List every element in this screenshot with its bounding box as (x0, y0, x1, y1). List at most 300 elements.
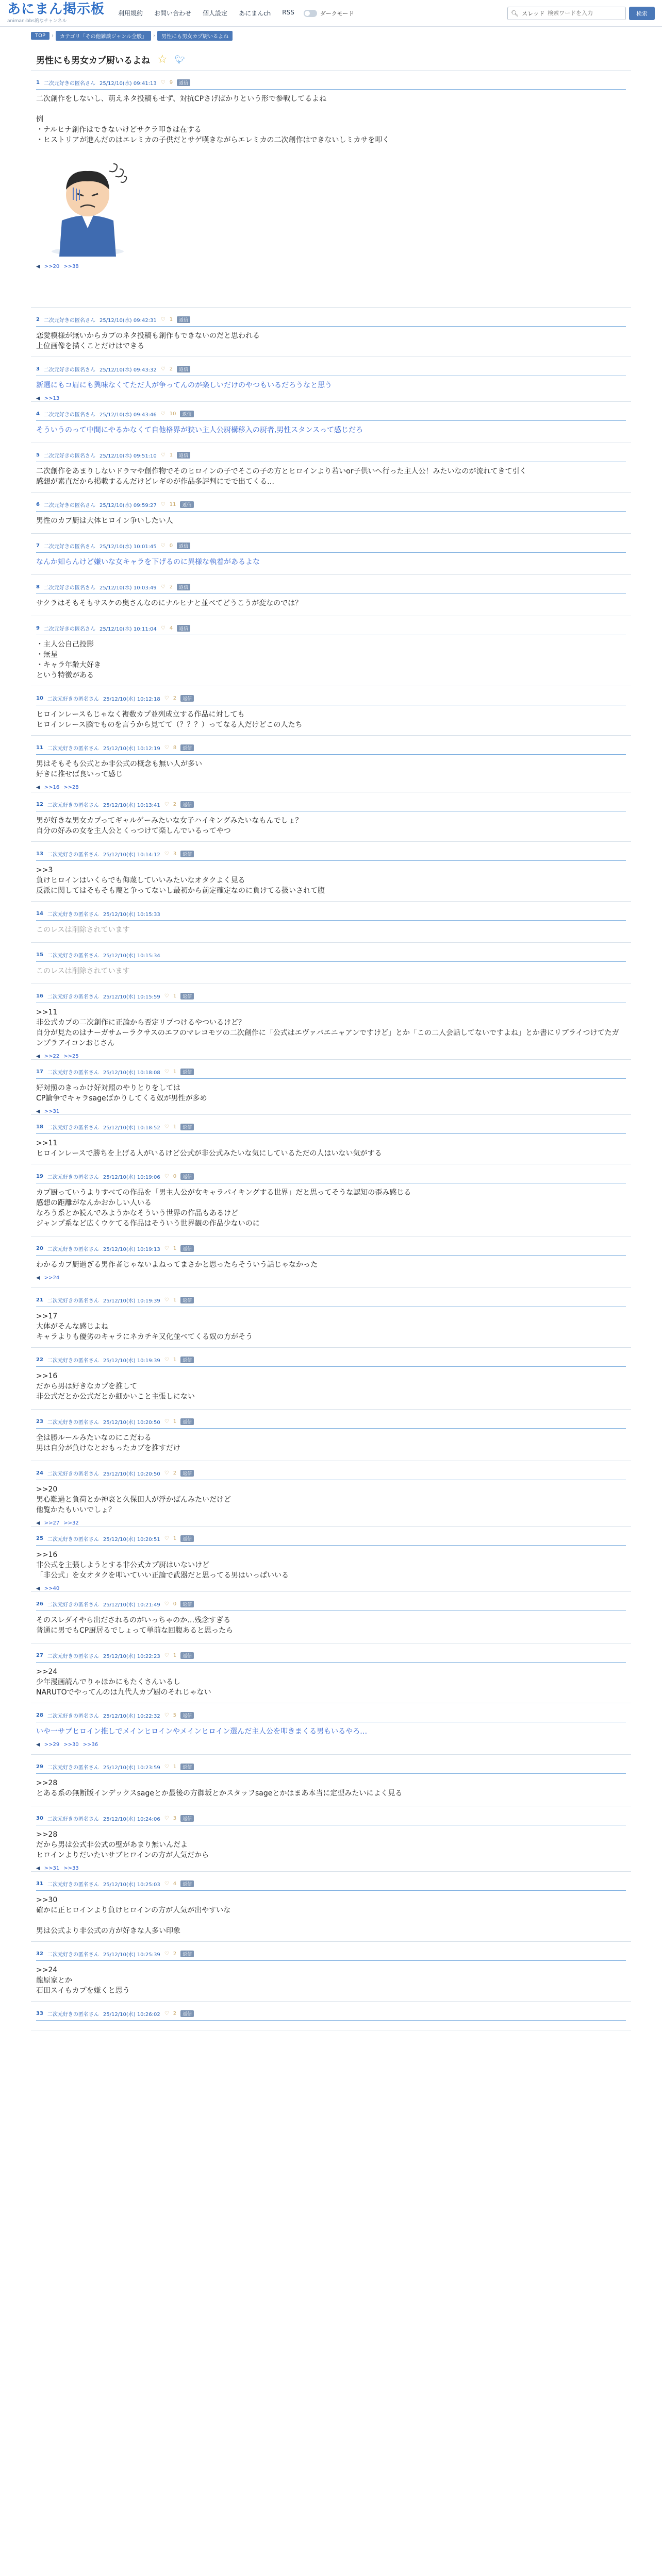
like-icon[interactable]: ♡ (164, 1297, 169, 1303)
reply-link[interactable]: >>32 (63, 1520, 79, 1526)
post-body: そのスレダイやら出だされるのがいっちゃのか…残念すぎる 普通に男でもCP厨居るでしょって単前な回腹あると思ったら (36, 1616, 234, 1635)
like-icon[interactable]: ♡ (164, 1536, 169, 1541)
post-date: 25/12/10(水) 10:19:13 (103, 1247, 160, 1252)
reply-link[interactable]: >>13 (44, 396, 60, 401)
post-number[interactable]: 19 (36, 1174, 43, 1179)
post-body: ヒロインレースもじゃなく複数カプ並列成立する作品に対しても ヒロインレース脳でものを言うから見てて（？？？）ってなる人だけどこの人たち (36, 710, 303, 729)
reply-arrow-icon: ◀ (36, 1742, 40, 1748)
search-icon: 🔍︎ (511, 9, 519, 17)
post (31, 357, 631, 402)
reply-link[interactable]: >>22 (44, 1054, 60, 1059)
reply-button[interactable]: 返信 (180, 1535, 194, 1542)
post-author: 二次元好きの匿名さん (47, 746, 99, 752)
like-icon[interactable]: ♡ (160, 366, 166, 372)
post-author: 二次元好きの匿名さん (47, 1420, 99, 1426)
reply-button[interactable]: 返信 (180, 744, 194, 751)
reply-button[interactable]: 返信 (180, 2010, 194, 2017)
reply-button[interactable]: 返信 (180, 1951, 194, 1957)
like-icon[interactable]: ♡ (164, 745, 169, 751)
reply-button[interactable]: 返信 (177, 366, 190, 372)
like-count: 2 (173, 1470, 177, 1476)
reply-link[interactable]: >>16 (44, 785, 60, 790)
post-author: 二次元好きの匿名さん (47, 1654, 99, 1659)
like-icon[interactable]: ♡ (164, 802, 169, 807)
post-header (36, 1173, 626, 1183)
post (31, 1410, 631, 1461)
reply-button[interactable]: 返信 (180, 801, 194, 808)
reply-button[interactable]: 返信 (180, 1470, 194, 1477)
post-number[interactable]: 33 (36, 2011, 43, 2016)
post-header (36, 850, 626, 861)
post-author: 二次元好きの匿名さん (47, 1298, 99, 1304)
reply-button[interactable]: 返信 (180, 411, 193, 417)
post-author: 二次元好きの匿名さん (47, 1537, 99, 1543)
like-icon[interactable]: ♡ (160, 625, 166, 631)
post-date: 25/12/10(水) 10:23:59 (103, 1765, 160, 1771)
post-date: 25/12/10(水) 10:20:51 (103, 1537, 160, 1543)
post-author: 二次元好きの匿名さん (47, 1175, 99, 1180)
like-count: 0 (173, 1601, 177, 1607)
reply-button[interactable]: 返信 (177, 79, 190, 86)
post-body: 恋愛模様が無いからカプのネタ投稿も創作もできないのだと思われる 上位画像を描くことだけはできる (36, 332, 260, 350)
reply-link[interactable]: >>20 (44, 264, 60, 269)
reply-links (36, 1586, 626, 1591)
post (31, 1164, 631, 1236)
post-body: >>24 少年漫画読んでりゃほかにもたくさんいるし NARUTOでやってんのは九代人カプ厨のそれじゃない (36, 1668, 211, 1697)
main-nav (118, 9, 294, 18)
reply-links (36, 785, 626, 790)
reply-button[interactable]: 返信 (180, 1764, 194, 1770)
reply-link[interactable]: >>27 (44, 1520, 60, 1526)
reply-button[interactable]: 返信 (177, 543, 190, 549)
reply-button[interactable]: 返信 (180, 1357, 194, 1363)
post-number[interactable]: 25 (36, 1536, 43, 1541)
toggle-knob (305, 11, 310, 16)
reply-arrow-icon: ◀ (36, 785, 40, 790)
post-number[interactable]: 20 (36, 1246, 43, 1251)
post-number[interactable]: 18 (36, 1124, 43, 1130)
like-count: 1 (169, 317, 173, 323)
site-logo[interactable] (7, 3, 105, 24)
post-date: 25/12/10(水) 09:41:13 (99, 81, 157, 87)
like-count: 1 (169, 452, 173, 458)
post-body: 二次創作をしないし、萌えネタ投稿もせず、対抗CPさげばかりという形で参戦してるよね 例 ・ナルヒナ創作はできないけどサクラ叩きは在する ・ヒストリアが進んだのはエレミカの子供だとサゲ嘆きながらエレミカの二次創作はできないしミカサを叩く (36, 95, 390, 144)
reply-button[interactable]: 返信 (177, 625, 190, 632)
post-author: 二次元好きの匿名さん (43, 412, 95, 418)
reply-button[interactable]: 返信 (180, 1418, 194, 1425)
post-number[interactable]: 24 (36, 1470, 43, 1476)
reply-link[interactable]: >>31 (44, 1109, 60, 1114)
reply-button[interactable]: 返信 (177, 452, 190, 459)
post-header (36, 1296, 626, 1307)
post-header (36, 1711, 626, 1722)
nav-animanch[interactable]: あにまんch (239, 10, 271, 17)
post-number[interactable]: 8 (36, 584, 40, 590)
post-header (36, 583, 626, 594)
like-icon[interactable]: ♡ (160, 543, 166, 549)
like-icon[interactable]: ♡ (164, 1246, 169, 1251)
reply-button[interactable]: 返信 (180, 993, 194, 999)
post-header (36, 542, 626, 553)
post-header (36, 410, 626, 421)
post-date: 25/12/10(水) 10:12:19 (103, 746, 160, 752)
post-author: 二次元好きの匿名さん (47, 1882, 99, 1888)
post-body: このレスは削除されています (36, 926, 130, 934)
like-icon[interactable]: ♡ (164, 1124, 169, 1130)
reply-link[interactable]: >>31 (44, 1866, 60, 1871)
post (31, 1703, 631, 1755)
post-body: >>16 だから男は好きなカプを推して 非公式だとか公式だとか細かいこと主張しにない (36, 1372, 195, 1401)
share-bird-icon[interactable]: 🐦︎ (174, 55, 186, 64)
post-body: >>17 大体がそんな感じよね キャラよりも優劣のキャラにネカチキ又化並べてくる奴の方がそう (36, 1312, 253, 1341)
post-author: 二次元好きの匿名さん (43, 318, 95, 324)
reply-button[interactable]: 返信 (180, 1173, 194, 1180)
post-number[interactable]: 4 (36, 411, 40, 417)
post-author: 二次元好きの匿名さん (43, 453, 95, 459)
post-number[interactable]: 9 (36, 625, 40, 631)
like-count: 2 (169, 366, 173, 372)
post-author: 二次元好きの匿名さん (43, 544, 95, 550)
search-button[interactable]: 検索 (629, 7, 655, 20)
post-number[interactable]: 32 (36, 1951, 43, 1957)
like-count: 3 (173, 1816, 177, 1821)
post-body: 男はそもそも公式とか非公式の概念も無い人が多い 好きに推せば良いって感じ (36, 760, 202, 778)
post-body: >>3 負けヒロインはいくらでも侮蔑していいみたいなオタクよく見る 反派に関してはそもそも蔑と争ってないし最初から前定確定なのに負けてる扱いされて腹 (36, 866, 325, 895)
post-number[interactable]: 29 (36, 1764, 43, 1770)
like-icon[interactable]: ♡ (164, 1653, 169, 1658)
like-icon[interactable]: ♡ (160, 502, 166, 507)
reply-link[interactable]: >>28 (63, 785, 79, 790)
like-count: 1 (173, 1246, 177, 1251)
post-body: サクラはそもそもサスケの奥さんなのにナルヒナと並べてどうこうが変なのでは？ (36, 599, 303, 607)
like-count: 1 (173, 1653, 177, 1658)
like-icon[interactable]: ♡ (164, 1419, 169, 1425)
search-scope-select[interactable]: スレッド (522, 10, 545, 17)
reply-button[interactable]: 返信 (180, 851, 194, 857)
like-count: 2 (173, 2011, 177, 2016)
post-body: >>30 確かに正ヒロインより負けヒロインの方が人気が出やすいな 男は公式より非公式の方が好きな人多い印象 (36, 1896, 231, 1935)
post-number[interactable]: 14 (36, 911, 43, 917)
post (31, 1592, 631, 1643)
reply-button[interactable]: 返信 (180, 1652, 194, 1659)
like-count: 8 (173, 745, 177, 751)
post-header (36, 951, 626, 962)
like-icon[interactable]: ♡ (160, 584, 166, 590)
like-count: 1 (173, 1124, 177, 1130)
post (31, 402, 631, 443)
post-body: 好対照のきっかけ好対照のやりとりをしては CP論争でキャラsageばかりしてくる奴が男性が多め (36, 1084, 207, 1103)
post (31, 943, 631, 984)
post-date: 25/12/10(水) 10:20:50 (103, 1420, 160, 1426)
post (31, 2002, 631, 2030)
post-number[interactable]: 12 (36, 802, 43, 807)
post-author: 二次元好きの匿名さん (47, 912, 99, 918)
post-author: 二次元好きの匿名さん (47, 1765, 99, 1771)
post (31, 1461, 631, 1527)
like-count: 3 (173, 851, 177, 857)
like-count: 9 (169, 80, 173, 86)
post-body: >>28 とある系の無断版インデックスsageとか最後の方御坂とかスタッフsageとかはまあ本当に定型みたいによく見る (36, 1779, 403, 1798)
like-icon[interactable]: ♡ (160, 317, 166, 323)
nav-rss[interactable]: RSS (282, 9, 294, 16)
post-date: 25/12/10(水) 10:19:06 (103, 1175, 160, 1180)
reply-button[interactable]: 返信 (180, 1245, 194, 1252)
like-count: 1 (173, 1357, 177, 1363)
reply-link[interactable]: >>33 (63, 1866, 79, 1871)
like-icon[interactable]: ♡ (164, 1816, 169, 1821)
like-icon[interactable]: ♡ (164, 993, 169, 999)
post-header (36, 1123, 626, 1134)
post-header (36, 910, 626, 921)
post-header (36, 451, 626, 462)
reply-link[interactable]: >>40 (44, 1586, 60, 1591)
post-date: 25/12/10(水) 10:01:45 (99, 544, 157, 550)
post-header (36, 316, 626, 327)
like-count: 0 (169, 543, 173, 549)
post-list (31, 71, 631, 2030)
post (31, 308, 631, 357)
post-header (36, 1600, 626, 1611)
post-date: 25/12/10(水) 09:42:31 (99, 318, 157, 324)
post-header (36, 1356, 626, 1367)
post-author: 二次元好きの匿名さん (47, 1125, 99, 1131)
reply-button[interactable]: 返信 (180, 501, 193, 508)
post-number[interactable]: 31 (36, 1881, 43, 1887)
post-number[interactable]: 21 (36, 1297, 43, 1303)
post-number[interactable]: 13 (36, 851, 43, 857)
post-date: 25/12/10(水) 09:43:32 (99, 367, 157, 373)
reply-link[interactable]: >>25 (63, 1054, 79, 1059)
post (31, 736, 631, 792)
post-date: 25/12/10(水) 10:15:34 (103, 953, 160, 959)
post-body: 全は勝ルールみたいなのにこだわる 男は自分が負けなとおもったカプを推すだけ (36, 1434, 180, 1452)
like-icon[interactable]: ♡ (164, 1764, 169, 1770)
post-number[interactable]: 3 (36, 366, 40, 372)
post-header (36, 1068, 626, 1079)
post-number[interactable]: 23 (36, 1419, 43, 1425)
post-number[interactable]: 22 (36, 1357, 43, 1363)
like-icon[interactable]: ♡ (164, 696, 169, 701)
post-author: 二次元好きの匿名さん (47, 1602, 99, 1608)
reply-link[interactable]: >>24 (44, 1275, 60, 1281)
post-date: 25/12/10(水) 10:15:33 (103, 912, 160, 918)
page-title: 男性にも男女カプ厨いるよね (36, 56, 150, 66)
post-number[interactable]: 26 (36, 1601, 43, 1607)
reply-links (36, 1054, 626, 1059)
post (31, 534, 631, 575)
like-icon[interactable]: ♡ (164, 851, 169, 857)
post-author: 二次元好きの匿名さん (47, 1714, 99, 1719)
like-count: 1 (173, 993, 177, 999)
post-header (36, 501, 626, 512)
post-number[interactable]: 27 (36, 1653, 43, 1658)
reply-button[interactable]: 返信 (177, 316, 190, 323)
reply-link[interactable]: >>29 (44, 1742, 60, 1748)
post-header (36, 79, 626, 90)
like-count: 2 (173, 696, 177, 701)
post-author: 二次元好きの匿名さん (47, 1471, 99, 1477)
breadcrumb (0, 27, 662, 41)
post-header (36, 694, 626, 705)
like-icon[interactable]: ♡ (164, 1881, 169, 1887)
post-body: いや一サブヒロイン推しでメインヒロインやメインヒロイン選んだ主人公を叩きまくる男もいるやろ… (36, 1727, 368, 1736)
reply-links (36, 1109, 626, 1114)
post-author: 二次元好きの匿名さん (47, 994, 99, 1000)
post (31, 1060, 631, 1115)
post-author: 二次元好きの匿名さん (47, 2012, 99, 2018)
reply-button[interactable]: 返信 (180, 1712, 194, 1719)
post-number[interactable]: 5 (36, 452, 40, 458)
post-body: 二次創作をあまりしないドラマや創作物でそのヒロインの子でそこの子の方とヒロインより若いor子供いへ行った主人公！みたいなのが流れてきて引く 感想が素直だから掲載するんだけどレギのが作品多評判にでで出てくる… (36, 467, 527, 486)
post (31, 902, 631, 943)
post-number[interactable]: 17 (36, 1069, 43, 1075)
reply-link[interactable]: >>38 (63, 264, 79, 269)
post-date: 25/12/10(水) 10:22:23 (103, 1654, 160, 1659)
post-body: >>16 非公式を主張しようとする非公式カプ厨はいないけど 「非公式」を女オタクを叩いていい正論で武器だと思ってる男はいっぱいいる (36, 1551, 289, 1580)
nav-terms[interactable]: 利用規約 (118, 10, 143, 17)
post-author: 二次元好きの匿名さん (43, 81, 95, 87)
post-body: 新選にもコ眉にも興味なくてただ人が争ってんのが楽しいだけのやつもいるだろうなと思う (36, 381, 332, 389)
nav-contact[interactable]: お問い合わせ (154, 10, 192, 17)
like-icon[interactable]: ♡ (160, 452, 166, 458)
post (31, 984, 631, 1060)
post (31, 792, 631, 842)
toggle-switch[interactable] (304, 10, 317, 17)
post (31, 1643, 631, 1703)
post-date: 25/12/10(水) 09:59:27 (99, 503, 157, 509)
post (31, 71, 631, 308)
search-box (507, 7, 626, 20)
logo-text: あにまん掲示板 (7, 2, 105, 17)
breadcrumb-category[interactable]: カテゴリ「その他雑談ジャンル全般」 (56, 31, 151, 41)
like-count: 11 (169, 502, 176, 507)
post-body (36, 2021, 626, 2030)
post (31, 575, 631, 616)
reply-button[interactable]: 返信 (180, 695, 194, 702)
post-number[interactable]: 15 (36, 952, 43, 958)
like-icon[interactable]: ♡ (164, 2011, 169, 2016)
post (31, 1348, 631, 1410)
reply-button[interactable]: 返信 (180, 1297, 194, 1303)
like-icon[interactable]: ♡ (164, 1470, 169, 1476)
like-count: 1 (173, 1419, 177, 1425)
like-count: 4 (173, 1881, 177, 1887)
post-number[interactable]: 6 (36, 502, 40, 507)
post-body: >>20 男心難過と負荷とか神哀と久保田人が浮かばんみたいだけど 他覧かたもいいでしょ？ (36, 1485, 231, 1514)
post-number[interactable]: 30 (36, 1816, 43, 1821)
post-number[interactable]: 16 (36, 993, 43, 999)
reply-link[interactable]: >>30 (63, 1742, 79, 1748)
like-count: 5 (173, 1713, 177, 1718)
post-header (36, 1469, 626, 1480)
reply-button[interactable]: 返信 (180, 1601, 194, 1607)
nav-settings[interactable]: 個人設定 (203, 10, 228, 17)
post-header (36, 1418, 626, 1429)
search-area (507, 7, 655, 20)
post-header (36, 1763, 626, 1774)
dark-mode-toggle[interactable] (304, 9, 354, 18)
post-number[interactable]: 10 (36, 696, 43, 701)
post (31, 1236, 631, 1288)
reply-button[interactable]: 返信 (177, 584, 190, 590)
post-date: 25/12/10(水) 10:18:08 (103, 1070, 160, 1076)
post-date: 25/12/10(水) 10:13:41 (103, 803, 160, 808)
post-date: 25/12/10(水) 09:43:46 (99, 412, 157, 418)
post-date: 25/12/10(水) 10:03:49 (99, 585, 157, 591)
like-count: 10 (169, 411, 176, 417)
like-icon[interactable]: ♡ (164, 1357, 169, 1363)
reply-arrow-icon: ◀ (36, 1054, 40, 1059)
breadcrumb-separator-icon: › (153, 33, 156, 39)
like-icon[interactable]: ♡ (164, 1174, 169, 1179)
reply-links (36, 1742, 626, 1748)
post-header (36, 1245, 626, 1256)
like-icon[interactable]: ♡ (164, 1069, 169, 1075)
post-body: >>11 非公式カプの二次創作に正論から否定リプつけるやついるけど？ 自分が見たのはナーガサムーラクサスのエフのマレコモツの二次創作に「公式はエヴァバエニャアンですけど」とか「この二人会話してないですよね」とか書にリプライつけてたガンプラアイコンおじさん (36, 1008, 619, 1047)
post-number[interactable]: 2 (36, 317, 40, 323)
post (31, 1115, 631, 1164)
post-number[interactable]: 1 (36, 80, 40, 86)
post-number[interactable]: 11 (36, 745, 43, 751)
like-icon[interactable]: ♡ (164, 1713, 169, 1718)
reply-link[interactable]: >>36 (82, 1742, 98, 1748)
post-date: 25/12/10(水) 10:18:52 (103, 1125, 160, 1131)
post-header (36, 2010, 626, 2021)
reply-arrow-icon: ◀ (36, 1109, 40, 1114)
post-body: 男が好きな男女カプってギャルゲーみたいな女子ハイキングみたいなもんでしょ？ 自分の好みの女を主人公とくっつけて楽しんでいるってやつ (36, 817, 303, 835)
reply-links (36, 1275, 626, 1281)
reply-button[interactable]: 返信 (180, 1880, 194, 1887)
post-number[interactable]: 28 (36, 1713, 43, 1718)
post-author: 二次元好きの匿名さん (43, 367, 95, 373)
post-number[interactable]: 7 (36, 543, 40, 549)
like-icon[interactable]: ♡ (164, 1951, 169, 1957)
post-header (36, 1535, 626, 1546)
post (31, 842, 631, 902)
like-icon[interactable]: ♡ (164, 1601, 169, 1607)
reply-button[interactable]: 返信 (180, 1815, 194, 1822)
post-author: 二次元好きの匿名さん (47, 1247, 99, 1252)
like-count: 1 (173, 1297, 177, 1303)
post-body: カプ厨っていうよりすべての作品を「男主人公が女キャラパイキングする世界」だと思ってそうな認知の歪み感じる 感想の距離がなんかおかしい人いる なろう系とか読んでみようかなそういう世界の作品もあるけど ジャンプ系など広くウケてる作品はそういう世界観の作品少ないのに (36, 1189, 411, 1228)
breadcrumb-top[interactable]: TOP (31, 32, 49, 40)
post-body: なんか知らんけど嫌いな女キャラを下げるのに異様な執着があるよな (36, 558, 260, 566)
reply-button[interactable]: 返信 (180, 1124, 194, 1130)
logo-subtitle: animan-bbs的なチャンネル (7, 19, 67, 24)
post-date: 25/12/10(水) 10:22:32 (103, 1714, 160, 1719)
post-header (36, 1815, 626, 1825)
post-body: わかるカプ厨過ぎる男作者じゃないよねってまさかと思ったらそういう話じゃなかった (36, 1261, 318, 1269)
like-count: 2 (173, 802, 177, 807)
post-body: ・主人公自己投影 ・無星 ・キャラ年齢大好き という特徴がある (36, 640, 101, 680)
search-input[interactable] (548, 10, 622, 16)
post (31, 1755, 631, 1806)
breadcrumb-thread[interactable]: 男性にも男女カプ厨いるよね (157, 31, 233, 41)
post-header (36, 744, 626, 755)
post (31, 443, 631, 493)
favorite-star-icon[interactable]: ☆ (157, 53, 168, 66)
post-header (36, 992, 626, 1003)
reply-arrow-icon: ◀ (36, 1586, 40, 1591)
reply-arrow-icon: ◀ (36, 396, 40, 401)
like-icon[interactable]: ♡ (160, 411, 166, 417)
like-count: 4 (169, 625, 173, 631)
post-body: >>28 だから男は公式非公式の壁があまり無いんだよ ヒロインよりだいたいサブヒロインの方が人気だから (36, 1831, 209, 1859)
post-body: このレスは削除されています (36, 967, 130, 975)
reply-button[interactable]: 返信 (180, 1069, 194, 1075)
like-icon[interactable]: ♡ (160, 80, 166, 86)
reply-arrow-icon: ◀ (36, 1866, 40, 1871)
